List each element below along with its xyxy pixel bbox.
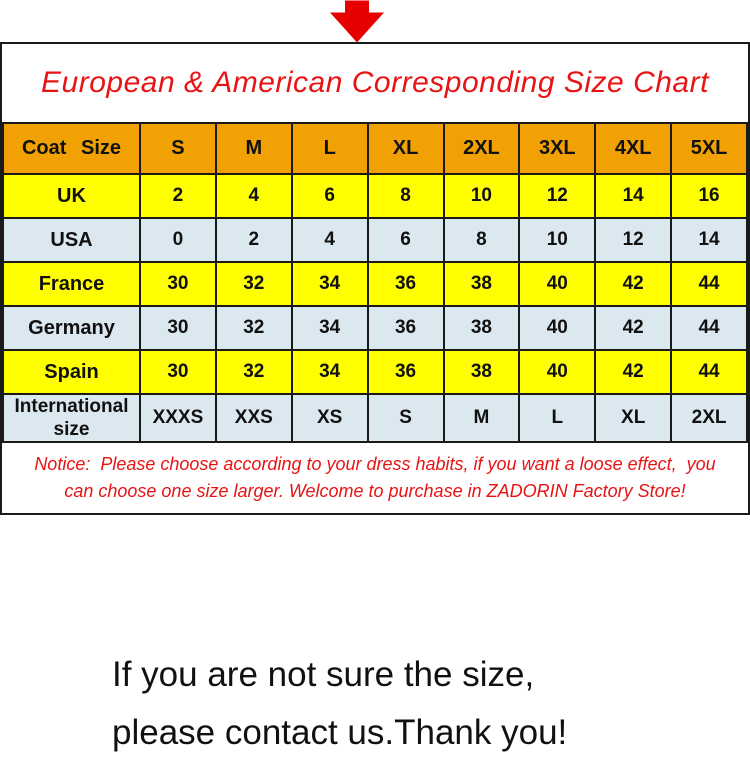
size-cell: 14 bbox=[595, 174, 671, 218]
size-cell: 32 bbox=[216, 350, 292, 394]
size-cell: 8 bbox=[368, 174, 444, 218]
size-cell: 34 bbox=[292, 350, 368, 394]
size-cell: 6 bbox=[368, 218, 444, 262]
size-cell: 38 bbox=[444, 306, 520, 350]
notice-line-1: Notice: Please choose according to your dress habits, if you want a loose effect, you bbox=[34, 454, 716, 474]
size-cell: 8 bbox=[444, 218, 520, 262]
size-cell: 2 bbox=[140, 174, 216, 218]
row-label: Germany bbox=[3, 306, 140, 350]
size-cell: 6 bbox=[292, 174, 368, 218]
column-header: 3XL bbox=[519, 123, 595, 174]
column-header: M bbox=[216, 123, 292, 174]
size-cell: 40 bbox=[519, 306, 595, 350]
table-row-germany bbox=[3, 306, 747, 350]
size-cell: 44 bbox=[671, 350, 747, 394]
size-cell: 2XL bbox=[671, 394, 747, 442]
size-cell: 32 bbox=[216, 306, 292, 350]
row-label: Spain bbox=[3, 350, 140, 394]
table-header-row bbox=[3, 123, 747, 174]
footer-line-2: please contact us.Thank you! bbox=[112, 713, 568, 752]
size-cell: 12 bbox=[519, 174, 595, 218]
size-chart-panel bbox=[0, 42, 750, 515]
size-cell: 42 bbox=[595, 306, 671, 350]
size-cell: 34 bbox=[292, 306, 368, 350]
down-arrow-icon bbox=[330, 0, 384, 43]
size-cell: 30 bbox=[140, 306, 216, 350]
row-label: UK bbox=[3, 174, 140, 218]
size-cell: 34 bbox=[292, 262, 368, 306]
size-cell: 36 bbox=[368, 350, 444, 394]
footer-line-1: If you are not sure the size, bbox=[112, 655, 535, 694]
table-row-uk bbox=[3, 174, 747, 218]
row-label: International size bbox=[3, 394, 140, 442]
size-cell: 36 bbox=[368, 262, 444, 306]
column-header: L bbox=[292, 123, 368, 174]
size-cell: 2 bbox=[216, 218, 292, 262]
column-header: XL bbox=[368, 123, 444, 174]
size-cell: 44 bbox=[671, 306, 747, 350]
size-cell: XS bbox=[292, 394, 368, 442]
size-cell: 36 bbox=[368, 306, 444, 350]
size-cell: 38 bbox=[444, 350, 520, 394]
size-cell: 0 bbox=[140, 218, 216, 262]
size-cell: 16 bbox=[671, 174, 747, 218]
notice-text bbox=[2, 443, 748, 513]
size-cell: 42 bbox=[595, 262, 671, 306]
size-cell: 10 bbox=[444, 174, 520, 218]
notice-line-2: can choose one size larger. Welcome to purchase in ZADORIN Factory Store! bbox=[64, 481, 686, 501]
column-header: 2XL bbox=[444, 123, 520, 174]
size-cell: L bbox=[519, 394, 595, 442]
size-cell: 38 bbox=[444, 262, 520, 306]
column-header: 4XL bbox=[595, 123, 671, 174]
size-cell: 42 bbox=[595, 350, 671, 394]
table-row-usa bbox=[3, 218, 747, 262]
size-cell: XXS bbox=[216, 394, 292, 442]
size-cell: 4 bbox=[292, 218, 368, 262]
size-cell: 30 bbox=[140, 350, 216, 394]
size-cell: XL bbox=[595, 394, 671, 442]
size-cell: 10 bbox=[519, 218, 595, 262]
size-cell: XXXS bbox=[140, 394, 216, 442]
size-cell: 4 bbox=[216, 174, 292, 218]
size-cell: 40 bbox=[519, 350, 595, 394]
size-cell: 40 bbox=[519, 262, 595, 306]
table-row-france bbox=[3, 262, 747, 306]
footer-text bbox=[112, 646, 567, 762]
row-label: USA bbox=[3, 218, 140, 262]
size-cell: 32 bbox=[216, 262, 292, 306]
size-cell: 14 bbox=[671, 218, 747, 262]
page-title: European & American Corresponding Size Chart bbox=[41, 66, 709, 99]
size-table bbox=[2, 122, 748, 443]
size-cell: 30 bbox=[140, 262, 216, 306]
size-cell: S bbox=[368, 394, 444, 442]
size-cell: 44 bbox=[671, 262, 747, 306]
column-header: Coat Size bbox=[3, 123, 140, 174]
column-header: S bbox=[140, 123, 216, 174]
table-row-international bbox=[3, 394, 747, 442]
row-label: France bbox=[3, 262, 140, 306]
column-header: 5XL bbox=[671, 123, 747, 174]
size-cell: 12 bbox=[595, 218, 671, 262]
table-row-spain bbox=[3, 350, 747, 394]
size-cell: M bbox=[444, 394, 520, 442]
